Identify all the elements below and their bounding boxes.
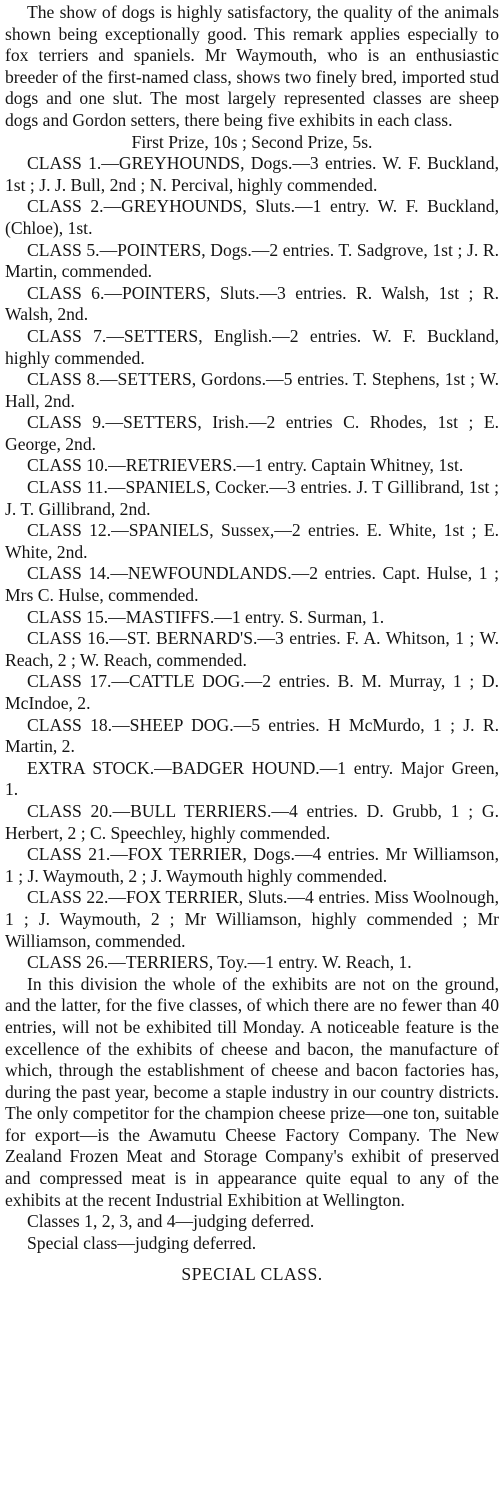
- result-extra-stock: EXTRA STOCK.—BADGER HOUND.—1 entry. Major Green, 1.: [5, 757, 499, 800]
- classes-judging-note: Classes 1, 2, 3, and 4—judging deferred.: [27, 1211, 315, 1232]
- special-class-note: Special class—judging deferred.: [27, 1232, 257, 1253]
- result-class-8: CLASS 8.—SETTERS, Gordons.—5 entries. T. Stephens, 1st ; W. Hall, 2nd.: [5, 369, 499, 411]
- result-class-22: CLASS 22.—FOX TERRIER, Sluts.—4 entries. Miss Woolnough, 1 ; J. Waymouth, 2 ; Mr Williamson, highly commended ; Mr Williamson, commended.: [5, 887, 499, 951]
- result-class-21: CLASS 21.—FOX TERRIER, Dogs.—4 entries. Mr Williamson, 1 ; J. Waymouth, 2 ; J. Waymouth highly commended.: [5, 844, 499, 886]
- result-class-5: CLASS 5.—POINTERS, Dogs.—2 entries. T. Sadgrove, 1st ; J. R. Martin, commended.: [5, 239, 499, 282]
- result-class-2: CLASS 2.—GREYHOUNDS, Sluts.—1 entry. W. F. Buckland, (Chloe), 1st.: [5, 196, 499, 238]
- result-class-15: CLASS 15.—MASTIFFS.—1 entry. S. Surman, 1.: [27, 606, 385, 627]
- prize-amounts: First Prize, 10s ; Second Prize, 5s.: [131, 131, 373, 152]
- special-class-heading: SPECIAL CLASS.: [181, 1264, 323, 1285]
- result-class-1: CLASS 1.—GREYHOUNDS, Dogs.—3 entries. W. F. Buckland, 1st ; J. J. Bull, 2nd ; N. Percival, highly commended.: [5, 153, 499, 195]
- result-class-14: CLASS 14.—NEWFOUNDLANDS.—2 entries. Capt. Hulse, 1 ; Mrs C. Hulse, commended.: [5, 563, 499, 606]
- result-class-7: CLASS 7.—SETTERS, English.—2 entries. W. F. Buckland, highly commended.: [5, 325, 499, 368]
- result-class-10: CLASS 10.—RETRIEVERS.—1 entry. Captain Whitney, 1st.: [27, 455, 464, 476]
- result-class-12: CLASS 12.—SPANIELS, Sussex,—2 entries. E. White, 1st ; E. White, 2nd.: [5, 520, 499, 562]
- result-class-18: CLASS 18.—SHEEP DOG.—5 entries. H McMurdo, 1 ; J. R. Martin, 2.: [5, 714, 499, 757]
- result-class-11: CLASS 11.—SPANIELS, Cocker.—3 entries. J. T Gillibrand, 1st ; J. T. Gillibrand, 2nd.: [5, 477, 499, 519]
- intro-paragraph: The show of dogs is highly satisfactory, the quality of the animals shown being exceptionally good. This remark applies especially to fox terriers and spaniels. Mr Waymouth, who is an enthusiastic breeder of the first-named class, shows two finely bred, imported stud dogs and one slut. The most largely represented classes are sheep dogs and Gordon setters, there being five exhibits in each class.: [5, 2, 499, 130]
- result-class-20: CLASS 20.—BULL TERRIERS.—4 entries. D. Grubb, 1 ; G. Herbert, 2 ; C. Speechley, highly commended.: [5, 800, 499, 843]
- produce-paragraph: In this division the whole of the exhibits are not on the ground, and the latter, for the five classes, of which there are no fewer than 40 entries, will not be exhibited till Monday. A noticeable feature is the excellence of the exhibits of cheese and bacon, the manufacture of which, through the establishment of cheese and bacon factories has, during the past year, become a staple industry in our country districts. The only competitor for the champion cheese prize—one ton, suitable for export—is the Awamutu Cheese Factory Company. The New Zealand Frozen Meat and Storage Company's exhibit of preserved and compressed meat is in appearance quite equal to any of the exhibits at the recent Industrial Exhibition at Wellington.: [5, 973, 499, 1210]
- result-class-26: CLASS 26.—TERRIERS, Toy.—1 entry. W. Reach, 1.: [27, 952, 412, 973]
- result-class-6: CLASS 6.—POINTERS, Sluts.—3 entries. R. Walsh, 1st ; R. Walsh, 2nd.: [5, 282, 499, 325]
- result-class-17: CLASS 17.—CATTLE DOG.—2 entries. B. M. Murray, 1 ; D. McIndoe, 2.: [5, 671, 499, 713]
- result-class-9: CLASS 9.—SETTERS, Irish.—2 entries C. Rhodes, 1st ; E. George, 2nd.: [5, 412, 499, 454]
- result-class-16: CLASS 16.—ST. BERNARD'S.—3 entries. F. A. Whitson, 1 ; W. Reach, 2 ; W. Reach, commended.: [5, 628, 499, 670]
